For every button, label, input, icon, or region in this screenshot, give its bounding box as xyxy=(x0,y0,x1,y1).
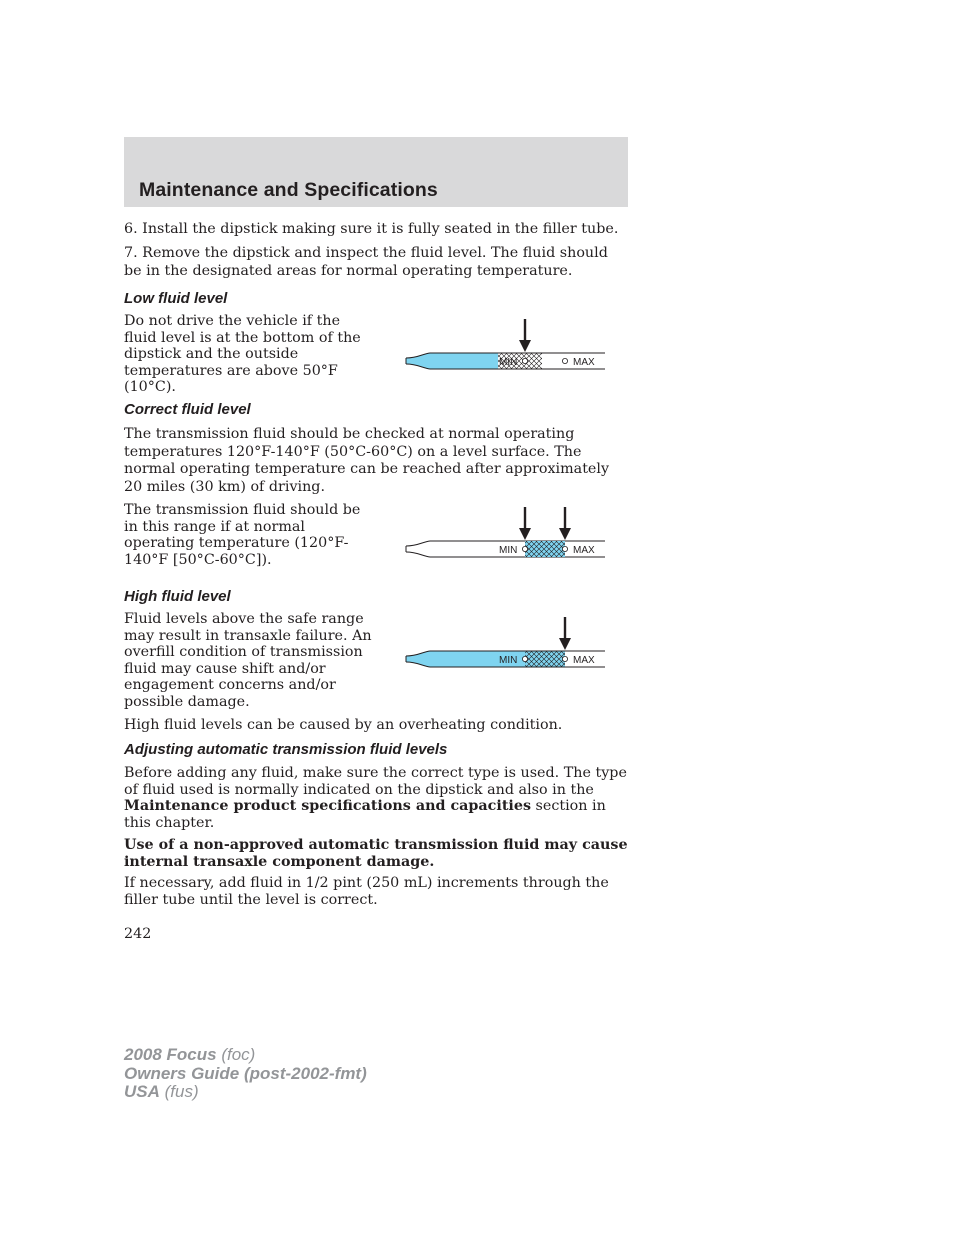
document-footer: 2008 Focus (foc) Owners Guide (post-2002-fmt) USA (fus) xyxy=(124,1045,367,1101)
capacities-section-reference: Maintenance product specifications and capacities xyxy=(124,798,532,815)
high-fluid-text: Fluid levels above the safe range may result in transaxle failure. An overfill condition of transmission fluid may cause shift and/or engagement concerns and/or possible damage. xyxy=(124,611,372,710)
dipstick-max-label: MAX xyxy=(573,357,595,368)
dipstick-min-label: MIN xyxy=(499,655,518,666)
min-marker xyxy=(522,656,527,661)
step-7-text: 7. Remove the dipstick and inspect the fluid level. The fluid should be in the designated areas for normal operating temperature. xyxy=(124,245,608,279)
high-fluid-heading: High fluid level xyxy=(124,588,231,605)
max-marker xyxy=(562,358,567,363)
adjusting-text: Before adding any fluid, make sure the correct type is used. The type of fluid used is normally indicated on the dipstick and also in the Maintenance product specifications and capacities section in this chapter. xyxy=(124,765,627,831)
dipstick-high-level-illustration xyxy=(404,614,608,678)
page-number: 242 xyxy=(124,926,152,942)
max-marker xyxy=(562,546,567,551)
level-arrow-icon xyxy=(559,638,571,650)
min-marker xyxy=(522,546,527,551)
dipstick-max-label: MAX xyxy=(573,545,595,556)
dipstick-low-level-illustration xyxy=(404,316,608,380)
low-fluid-heading: Low fluid level xyxy=(124,290,228,307)
dipstick-max-label: MAX xyxy=(573,655,595,666)
correct-fluid-heading: Correct fluid level xyxy=(124,401,251,418)
fluid-warning-text: Use of a non-approved automatic transmission fluid may cause internal transaxle component damage. xyxy=(124,837,628,870)
level-arrow-icon xyxy=(519,528,531,540)
min-marker xyxy=(522,358,527,363)
dipstick-correct-level-illustration xyxy=(404,504,608,568)
correct-range-text: The transmission fluid should be in this range if at normal operating temperature (120°F-140°F [50°C-60°C]). xyxy=(124,502,361,568)
section-title: Maintenance and Specifications xyxy=(139,179,438,201)
correct-fluid-text: The transmission fluid should be checked at normal operating temperatures 120°F-140°F (50°C-60°C) on a level surface. The normal operating temperature can be reached after approximately 20 miles (30 km) of driving. xyxy=(124,426,610,495)
dipstick-min-label: MIN xyxy=(499,357,518,368)
section-header-band xyxy=(124,137,628,207)
dipstick-min-label: MIN xyxy=(499,545,518,556)
max-marker xyxy=(562,656,567,661)
step-6-text: 6. Install the dipstick making sure it is fully seated in the filler tube. xyxy=(124,221,619,237)
adjusting-heading: Adjusting automatic transmission fluid levels xyxy=(124,741,448,758)
dipstick-safe-range-hatch xyxy=(525,541,565,557)
level-arrow-icon xyxy=(559,528,571,540)
low-fluid-text: Do not drive the vehicle if the fluid level is at the bottom of the dipstick and the outside temperatures are above 50°F (10°C). xyxy=(124,313,361,396)
overheating-text: High fluid levels can be caused by an overheating condition. xyxy=(124,717,563,733)
dipstick-safe-range-hatch xyxy=(525,651,565,667)
level-arrow-icon xyxy=(519,340,531,352)
add-fluid-text: If necessary, add fluid in 1/2 pint (250 mL) increments through the filler tube until the level is correct. xyxy=(124,875,609,908)
